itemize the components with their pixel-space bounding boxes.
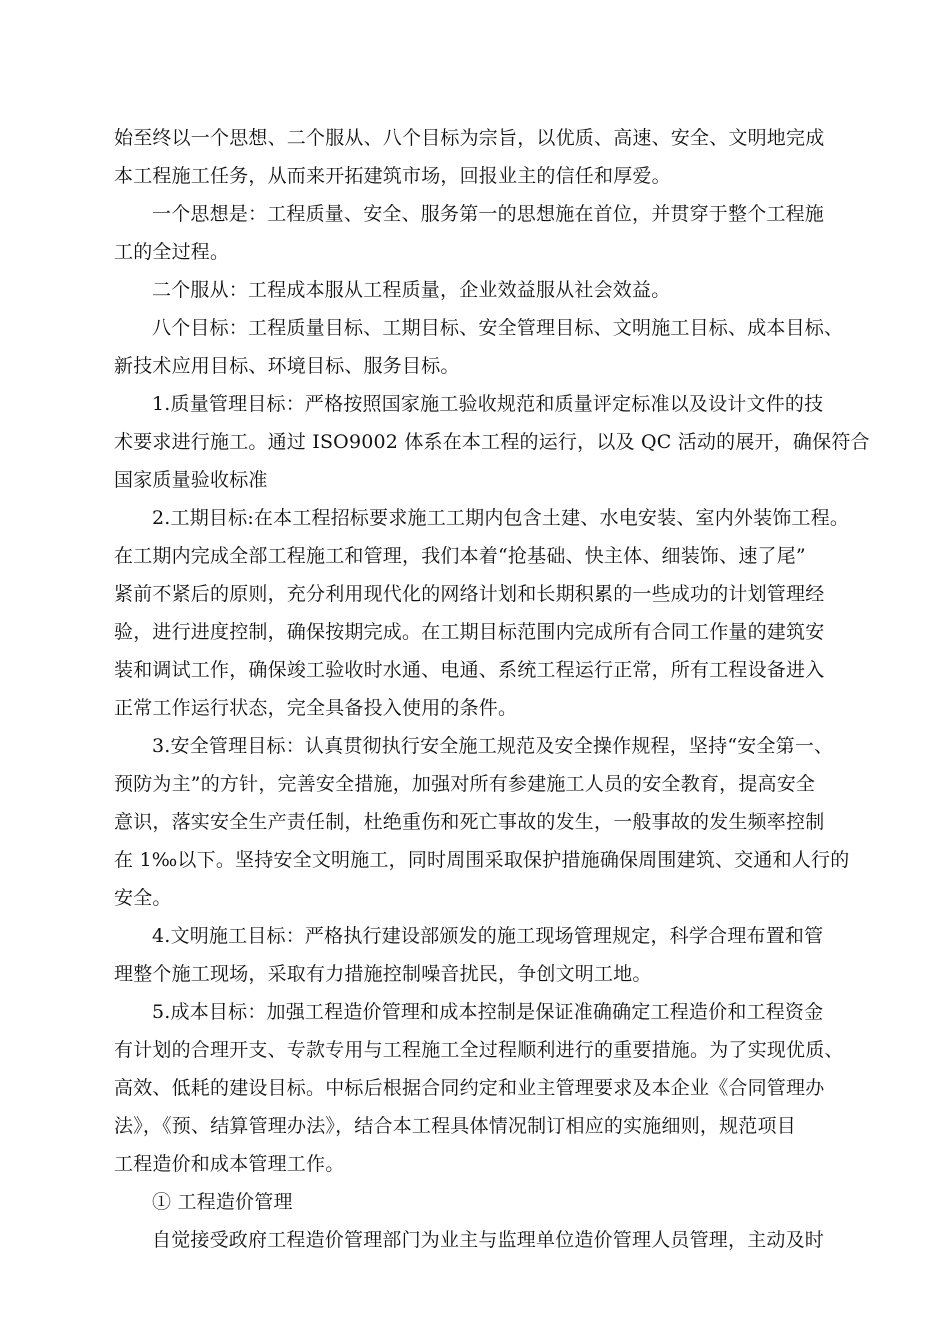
text-line: 法》，《预、结算管理办法》，结合本工程具体情况制订相应的实施细则，规范项目 — [114, 1115, 796, 1137]
text-line: 验，进行进度控制，确保按期完成。在工期目标范围内完成所有合同工作量的建筑安 — [114, 621, 825, 643]
text-line: 术要求进行施工。通过 ISO9002 体系在本工程的运行，以及 QC 活动的展开，确保符合 — [114, 431, 870, 453]
text-line: 工程造价和成本管理工作。 — [114, 1153, 345, 1175]
text-line: 自觉接受政府工程造价管理部门为业主与监理单位造价管理人员管理，主动及时 — [152, 1229, 825, 1251]
text-line: 3.安全管理目标：认真贯彻执行安全施工规范及安全操作规程，坚持“安全第一、 — [152, 735, 834, 757]
text-line: 正常工作运行状态，完全具备投入使用的条件。 — [114, 697, 518, 719]
text-line: 装和调试工作，确保竣工验收时水通、电通、系统工程运行正常，所有工程设备进入 — [114, 659, 825, 681]
text-line: 始至终以一个思想、二个服从、八个目标为宗旨，以优质、高速、安全、文明地完成 — [114, 127, 825, 149]
text-line: 5.成本目标：加强工程造价管理和成本控制是保证准确确定工程造价和工程资金 — [152, 1001, 824, 1023]
text-line: 理整个施工现场，采取有力措施控制噪音扰民，争创文明工地。 — [114, 963, 652, 985]
text-line: 紧前不紧后的原则，充分利用现代化的网络计划和长期积累的一些成功的计划管理经 — [114, 583, 825, 605]
text-line: 在 1‰以下。坚持安全文明施工，同时周围采取保护措施确保周围建筑、交通和人行的 — [114, 849, 850, 871]
text-line: 八个目标：工程质量目标、工期目标、安全管理目标、文明施工目标、成本目标、 — [152, 317, 844, 339]
text-line: 本工程施工任务，从而来开拓建筑市场，回报业主的信任和厚爱。 — [114, 165, 671, 187]
text-line: 在工期内完成全部工程施工和管理，我们本着“抢基础、快主体、细装饰、速了尾” — [114, 545, 806, 567]
text-line: 二个服从：工程成本服从工程质量，企业效益服从社会效益。 — [152, 279, 671, 301]
text-line: 有计划的合理开支、专款专用与工程施工全过程顺利进行的重要措施。为了实现优质、 — [114, 1039, 844, 1061]
text-line: 意识，落实安全生产责任制，杜绝重伤和死亡事故的发生，一般事故的发生频率控制 — [114, 811, 825, 833]
text-line: 4.文明施工目标：严格执行建设部颁发的施工现场管理规定，科学合理布置和管 — [152, 925, 824, 947]
text-line: 国家质量验收标准 — [114, 469, 268, 491]
section-heading: ① 工程造价管理 — [152, 1191, 293, 1213]
text-line: 工的全过程。 — [114, 241, 230, 263]
text-line: 预防为主”的方针，完善安全措施，加强对所有参建施工人员的安全教育，提高安全 — [114, 773, 816, 795]
text-line: 一个思想是：工程质量、安全、服务第一的思想施在首位，并贯穿于整个工程施 — [152, 203, 825, 225]
text-line: 高效、低耗的建设目标。中标后根据合同约定和业主管理要求及本企业《合同管理办 — [114, 1077, 825, 1099]
text-line: 1.质量管理目标：严格按照国家施工验收规范和质量评定标准以及设计文件的技 — [152, 393, 824, 415]
text-line: 新技术应用目标、环境目标、服务目标。 — [114, 355, 460, 377]
text-line: 安全。 — [114, 887, 172, 909]
text-line: 2.工期目标:在本工程招标要求施工工期内包含土建、水电安装、室内外装饰工程。 — [152, 507, 850, 529]
